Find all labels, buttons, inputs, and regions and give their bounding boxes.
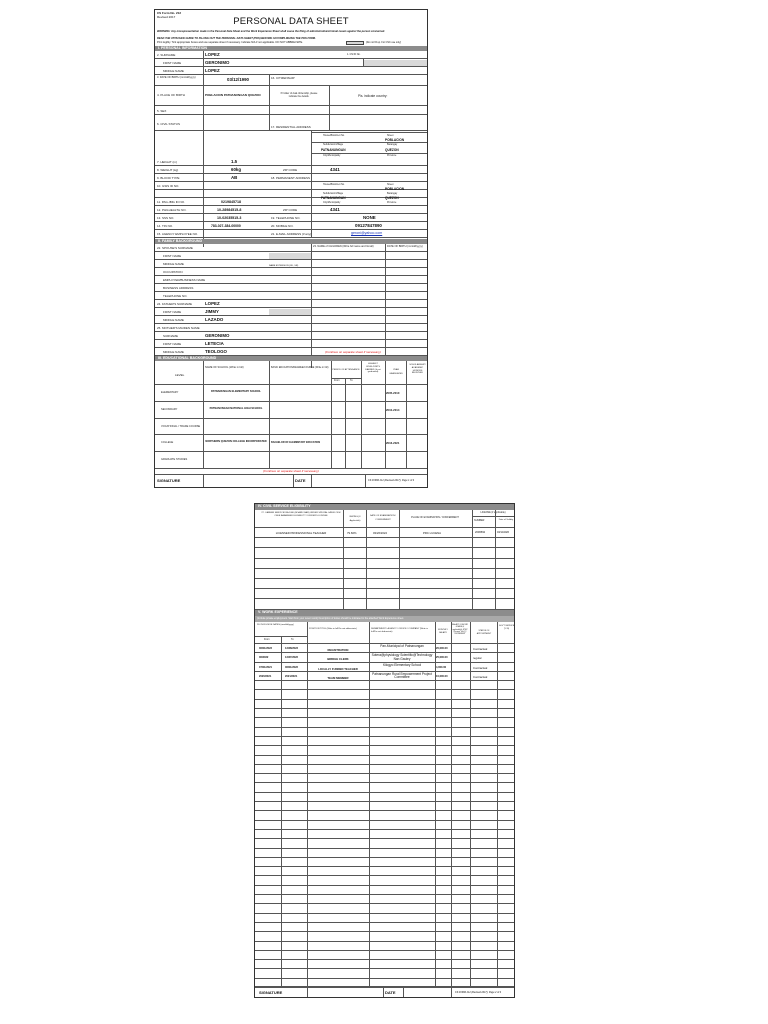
- perm-zip-value[interactable]: 4341: [330, 207, 340, 212]
- work-position[interactable]: BRIDGE CLERK: [327, 657, 349, 662]
- edu-continue-note: (Continue on separate sheet if necessary): [263, 469, 319, 473]
- work-status[interactable]: Contractual: [473, 674, 488, 679]
- work-row: [255, 942, 514, 951]
- work-column-line: [307, 622, 308, 986]
- work-department-header: DEPARTMENT / AGENCY / OFFICE / COMPANY (Write in full/Do not abbreviate): [371, 628, 428, 633]
- children-header: 23. NAME of CHILDREN (Write full name and list all): [313, 245, 374, 248]
- father-first-label: FIRST NAME: [163, 310, 182, 314]
- work-status[interactable]: Contractual: [473, 665, 488, 670]
- eligibility-rating[interactable]: 79.60%: [347, 531, 357, 535]
- dual-citizenship-note: If holder of dual citizenship, please indicate the details.: [280, 92, 318, 98]
- res-zip-label: ZIP CODE: [283, 168, 298, 172]
- work-row: [255, 728, 514, 737]
- cs-career-header: 27. CAREER SERVICE/ RA 1080 (BOARD/ BAR) UNDER SPECIAL LAWS/ CES/ CSEE BARANGAY ELIGIBILITY / DRIVER'S LICENSE: [261, 512, 341, 517]
- street-label: Street: [387, 134, 394, 137]
- res-city-value[interactable]: PATNANUNGAN: [321, 148, 346, 152]
- pds-page-2: [254, 503, 515, 998]
- work-row: [255, 746, 514, 755]
- education-level: ELEMENTARY: [161, 391, 179, 394]
- edu-honors-header: SCHOLARSHIP/ ACADEMIC HONORS RECEIVED: [409, 364, 426, 375]
- res-zip-value[interactable]: 4341: [330, 167, 340, 172]
- eligibility-row: [255, 589, 514, 599]
- blood-type-label: 9. BLOOD TYPE: [157, 176, 180, 180]
- work-row: [255, 737, 514, 746]
- res-province-value[interactable]: QUEZON: [385, 148, 399, 152]
- work-row: [255, 867, 514, 876]
- philhealth-value[interactable]: 10-02035515-3: [217, 216, 242, 220]
- employer-label: EMPLOYER/BUSINESS NAME: [163, 278, 206, 282]
- work-row: [255, 718, 514, 727]
- eligibility-row: [255, 569, 514, 579]
- eligibility-row: [255, 599, 514, 609]
- middle-name-value[interactable]: LOPEZ: [205, 68, 220, 73]
- residential-address-label: 17. RESIDENTIAL ADDRESS: [271, 125, 311, 129]
- work-status-header: STATUS OF APPOINTMENT: [476, 630, 492, 635]
- cs-license-header: LICENSE (if applicable): [480, 511, 506, 514]
- education-degree[interactable]: BACHELOR OF ELEMENTARY EDUCATION: [271, 441, 321, 445]
- edu-from-header: From: [334, 379, 340, 382]
- father-middle-value[interactable]: LAZADO: [205, 317, 224, 322]
- education-school[interactable]: PATNANUNGAN NATIONAL HIGH SCHOOL: [209, 406, 263, 410]
- education-row: [155, 452, 427, 469]
- work-row: [255, 923, 514, 932]
- perm-barangay-label: Barangay: [387, 192, 398, 195]
- subdivision-label: Subdivision/Village: [323, 143, 344, 146]
- education-level: GRADUATE STUDIES: [161, 458, 188, 462]
- edu-degree-header: BASIC EDUCATION/DEGREE/COURSE (Write in full): [271, 366, 329, 369]
- father-surname-label: 24. FATHER'S SURNAME: [157, 302, 193, 306]
- pds-page-1: [154, 9, 428, 488]
- father-name-ext-field[interactable]: [269, 309, 311, 315]
- cs-column-line: [495, 510, 496, 610]
- education-school[interactable]: NORTHERN QUEZON COLLEGE INCORPORATED: [205, 440, 267, 444]
- work-row: [255, 784, 514, 793]
- work-department[interactable]: Pan-Municipal of Patnanungan: [380, 644, 424, 648]
- footer-2: CS FORM 212 (Revised 2017), Page 2 of 4: [455, 991, 502, 994]
- dob-value[interactable]: 03/12/1990: [227, 77, 249, 82]
- work-column-line: [470, 622, 471, 986]
- father-middle-label: MIDDLE NAME: [163, 318, 184, 322]
- work-column-line: [369, 622, 370, 986]
- pob-value[interactable]: POBLACION PATNANUNGAN QUEZON: [205, 93, 261, 97]
- work-column-line: [451, 622, 452, 986]
- height-label: 7. HEIGHT (m): [157, 160, 177, 164]
- work-from[interactable]: 07/01/2021: [259, 665, 272, 669]
- blood-type-value[interactable]: AB: [231, 175, 238, 180]
- spouse-middle-label: MIDDLE NAME: [163, 262, 184, 266]
- work-row: [255, 793, 514, 802]
- education-year[interactable]: 2016-2021: [386, 441, 400, 446]
- cs-column-line: [472, 510, 473, 610]
- work-row: [255, 830, 514, 839]
- perm-city-label: City/Municipality: [323, 201, 341, 204]
- edu-school-header: NAME OF SCHOOL (Write in full): [205, 366, 244, 369]
- work-row: [255, 839, 514, 848]
- work-row: [255, 700, 514, 709]
- cs-number-header: NUMBER: [474, 519, 485, 522]
- perm-house-block-label: House/Block/Lot No.: [323, 183, 345, 186]
- perm-zip-label: ZIP CODE: [283, 208, 298, 212]
- family-continue-note: (Continue on separate sheet if necessary): [325, 350, 381, 354]
- section-personal-info: I. PERSONAL INFORMATION: [155, 46, 427, 51]
- work-status[interactable]: Contractual: [473, 647, 488, 651]
- mother-middle-value[interactable]: TEOLOGO: [205, 349, 227, 354]
- work-salary[interactable]: 10,000.00: [436, 674, 448, 678]
- perm-province-value[interactable]: QUEZON: [385, 196, 399, 200]
- education-year[interactable]: 2010-2014: [386, 407, 400, 412]
- telephone-label: 19. TELEPHONE NO.: [271, 216, 301, 220]
- telephone-value[interactable]: NONE: [363, 215, 376, 220]
- sss-label: 13. SSS NO.: [157, 216, 175, 220]
- work-department[interactable]: Kilogyo Elementary School: [382, 662, 422, 667]
- work-row: [255, 802, 514, 811]
- pagibig-label: 11. PAG-IBIG ID NO.: [157, 200, 185, 204]
- work-department[interactable]: Sotera@physiology Scientific@Technology Nan Gauley: [371, 653, 433, 661]
- spouse-surname-label: 22. SPOUSE'S SURNAME: [157, 246, 193, 250]
- work-from[interactable]: 06/2022: [259, 656, 269, 660]
- spouse-telephone-label: TELEPHONE NO.: [163, 294, 188, 298]
- house-block-label: House/Block/Lot No.: [323, 134, 345, 137]
- work-to-header: To: [291, 638, 294, 641]
- work-position[interactable]: LOCALLY FUNDED TEACHER: [318, 666, 358, 671]
- mobile-value[interactable]: 09127847890: [355, 223, 382, 228]
- cs-exam-date-header: DATE OF EXAMINATION / CONFERMENT: [369, 515, 397, 521]
- work-position[interactable]: TEAM MEMBER: [327, 675, 349, 680]
- pagibig-value[interactable]: 10-28984515-8: [217, 208, 242, 212]
- eligibility-number[interactable]: 2006592: [475, 531, 486, 534]
- weight-value[interactable]: 60kg: [231, 167, 242, 172]
- work-position[interactable]: REGISTRATION: [327, 648, 349, 652]
- work-row: [255, 895, 514, 904]
- work-to[interactable]: 12/28/2023: [285, 647, 298, 650]
- date-label-1: DATE: [295, 478, 306, 483]
- father-first-value[interactable]: JIMMY: [205, 309, 219, 314]
- first-name-label: FIRST NAME: [163, 61, 182, 65]
- education-school[interactable]: PATNANUNGAN ELEMENTARY SCHOOL: [210, 390, 261, 393]
- cs-column-line: [366, 510, 367, 610]
- permanent-address-label: 18. PERMANENT ADDRESS: [271, 176, 310, 180]
- mother-maiden-label: 25. MOTHER'S MAIDEN NAME: [157, 326, 200, 330]
- work-column-line: [281, 636, 282, 986]
- work-from[interactable]: 06/01/2023: [259, 647, 272, 650]
- business-address-label: BUSINESS ADDRESS: [163, 286, 194, 290]
- edu-highest-header: HIGHEST LEVEL/UNITS EARNED (if not graduated): [365, 363, 381, 374]
- gsis-label: 10. GSIS ID NO.: [157, 184, 180, 188]
- section-family-background: II. FAMILY BACKGROUND: [155, 239, 427, 244]
- eligibility-row: [255, 548, 514, 558]
- edu-to-header: To: [350, 379, 353, 382]
- res-street-value[interactable]: POBLACION: [385, 138, 405, 142]
- work-department[interactable]: Patnanungan Rural Empowerment Project Committee: [372, 671, 432, 680]
- cs-validity-header: Date of Validity: [498, 519, 514, 521]
- eligibility-row: [255, 559, 514, 569]
- work-salary-header: MONTHLY SALARY: [438, 629, 448, 634]
- perm-subdivision-label: Subdivision/Village: [323, 192, 344, 195]
- work-row: [255, 951, 514, 960]
- father-surname-value[interactable]: LOPEZ: [205, 301, 220, 306]
- read-guide-text: READ THE ATTACHED GUIDE TO FILLING OUT THE PERSONAL DATA SHEET (PDS) BEFORE ACCOMPLISHING THE PDS FORM.: [157, 37, 316, 40]
- work-to[interactable]: 2021/2021: [285, 674, 298, 678]
- spouse-first-label: FIRST NAME: [163, 254, 182, 258]
- eligibility-place[interactable]: PRC LUCENA: [423, 531, 442, 535]
- mother-surname-label: SURNAME: [163, 334, 179, 338]
- work-row: [255, 709, 514, 718]
- print-legibly-text: Print legibly. Tick appropriate boxes and use separate sheet if necessary. Indicate N/A if not applicable. DO NOT ABBREVIATE.: [157, 41, 303, 44]
- dob-label: 3. DATE OF BIRTH (mm/dd/yyyy): [157, 76, 196, 79]
- first-name-value[interactable]: GERONIMO: [205, 60, 230, 65]
- perm-province-label: Province: [387, 201, 397, 204]
- occupation-label: OCCUPATION: [163, 270, 183, 274]
- spouse-name-ext-field[interactable]: NAME EXTENSION (JR., SR): [269, 253, 311, 259]
- work-from[interactable]: 2020/2021: [259, 674, 272, 678]
- form-code: CS Form No. 212: [157, 11, 182, 15]
- eligibility-validity[interactable]: 03/12/2026: [497, 531, 509, 534]
- work-column-line: [497, 622, 498, 986]
- perm-street-label: Street: [387, 183, 394, 186]
- work-row: [255, 849, 514, 858]
- work-govt-header: GOV'T SERVICE (Y/ N): [498, 625, 515, 630]
- work-row: [255, 858, 514, 867]
- work-row: [255, 756, 514, 765]
- mother-first-value[interactable]: LETECIA: [205, 341, 224, 346]
- eligibility-date[interactable]: 03/26/2022: [373, 531, 387, 535]
- city-label: City/Municipality: [323, 154, 341, 157]
- work-row: [255, 691, 514, 700]
- barangay-label: Barangay: [387, 143, 398, 146]
- work-row: [255, 774, 514, 783]
- cs-column-line: [399, 510, 400, 610]
- work-status[interactable]: regular: [473, 656, 482, 661]
- eligibility-career[interactable]: LICENSED PROFESSIONAL TEACHER: [275, 531, 327, 535]
- edu-level-header: LEVEL: [175, 373, 185, 377]
- education-year[interactable]: 2005-2010: [386, 391, 400, 395]
- citizenship-label: 16. CITIZENSHIP: [271, 76, 295, 80]
- indicate-country-label: Pls. indicate country:: [358, 94, 388, 98]
- mother-middle-label: MIDDLE NAME: [163, 350, 184, 354]
- middle-name-label: MIDDLE NAME: [163, 69, 184, 73]
- education-level: VOCATIONAL / TRADE COURSE: [161, 424, 201, 428]
- tin-value[interactable]: 783-027-384-00000: [211, 224, 241, 228]
- sex-label: 5. SEX: [157, 109, 167, 113]
- work-dates-header: 28. INCLUSIVE DATES (mm/dd/yyyy): [257, 624, 294, 626]
- work-salary[interactable]: 20,000.00: [436, 647, 448, 650]
- work-column-line: [435, 622, 436, 986]
- work-row: [255, 970, 514, 979]
- work-grade-header: SALARY/ JOB/ PAY GRADE (if applicable)& STEP (Format "00-0")/ INCREMENT: [452, 624, 468, 636]
- work-salary[interactable]: 4,000.00: [436, 665, 447, 669]
- work-to[interactable]: 12/27/2022: [285, 656, 298, 660]
- weight-label: 8. WEIGHT (kg): [157, 168, 179, 172]
- cs-rating-header: RATING (If Applicable): [349, 516, 361, 522]
- edu-year-header: YEAR GRADUATED: [389, 369, 403, 375]
- email-value[interactable]: geroni@yahoo.com: [351, 231, 383, 235]
- work-row: [255, 960, 514, 969]
- work-row: [255, 886, 514, 895]
- edu-period-header: PERIOD OF ATTENDANCE: [332, 369, 360, 371]
- cs-id-note: (Do not fill up. For CSC use only): [366, 41, 402, 44]
- signature-label-1: SIGNATURE: [157, 478, 181, 483]
- mobile-label: 20. MOBILE NO.: [271, 224, 294, 228]
- work-salary[interactable]: 25,000.00: [436, 656, 448, 660]
- date-label-2: DATE: [385, 990, 396, 995]
- eligibility-row: [255, 538, 514, 548]
- work-row: [255, 932, 514, 941]
- signature-label-2: SIGNATURE: [259, 990, 283, 995]
- philhealth-label: 12. PHILHEALTH NO.: [157, 208, 187, 212]
- perm-street-value[interactable]: POBLACION: [385, 187, 405, 191]
- cs-column-line: [343, 510, 344, 610]
- work-position-header: POSITION TITLE (Write in full/Do not abbreviate): [309, 628, 357, 630]
- warning-text: WARNING: Any misrepresentation made in the Personal Data Sheet and the Work Experience Sheet shall cause the filing of administrative/criminal case/s against the person concerned.: [157, 30, 385, 33]
- section-education: III. EDUCATIONAL BACKGROUND: [155, 356, 427, 361]
- work-row: [255, 765, 514, 774]
- surname-label: 2. SURNAME: [157, 53, 176, 57]
- footer-1: CS FORM 212 (Revised 2017), Page 1 of 4: [368, 479, 415, 482]
- work-row: [255, 914, 514, 923]
- pob-label: 4. PLACE OF BIRTH: [157, 93, 185, 97]
- work-row: [255, 877, 514, 886]
- surname-value[interactable]: LOPEZ: [205, 52, 220, 57]
- work-note: (Include private employment. Start from your recent work) Description of duties should be indicated in the attached Work Experience sheet.: [255, 616, 514, 622]
- work-row: [255, 821, 514, 830]
- work-row: [255, 811, 514, 820]
- gsis-value[interactable]: 0219845718: [221, 200, 241, 204]
- education-level: COLLEGE: [161, 441, 174, 445]
- cs-id-field[interactable]: 1. CS ID No.: [346, 41, 364, 45]
- name-extension-field[interactable]: [364, 60, 428, 66]
- email-label: 21. E-MAIL ADDRESS (if any): [271, 232, 312, 236]
- work-row: [255, 681, 514, 690]
- section-civil-service: IV. CIVIL SERVICE ELIGIBILITY: [255, 504, 514, 510]
- page-title: PERSONAL DATA SHEET: [233, 16, 349, 27]
- work-to[interactable]: 06/01/2022: [285, 665, 298, 669]
- education-level: SECONDARY: [161, 407, 178, 411]
- civil-status-label: 6. CIVIL STATUS: [157, 122, 180, 126]
- work-from-header: From: [264, 638, 270, 641]
- mother-surname-value[interactable]: GERONIMO: [205, 333, 230, 338]
- section-work-experience: V. WORK EXPERIENCE: [255, 610, 514, 616]
- height-value[interactable]: 1.5: [231, 159, 238, 164]
- mother-first-label: FIRST NAME: [163, 342, 182, 346]
- children-dob-header: DATE OF BIRTH (mm/dd/yyyy): [387, 245, 423, 248]
- perm-city-value[interactable]: PATNANUNGAN: [321, 196, 346, 200]
- agency-no-label: 15. AGENCY EMPLOYEE NO.: [157, 232, 198, 236]
- tin-label: 14. TIN NO.: [157, 224, 173, 228]
- eligibility-row: [255, 579, 514, 589]
- cs-place-header: PLACE OF EXAMINATION / CONFERMENT: [411, 516, 459, 519]
- work-row: [255, 904, 514, 913]
- form-revised: Revised 2017: [157, 15, 176, 19]
- province-label: Province: [387, 154, 397, 157]
